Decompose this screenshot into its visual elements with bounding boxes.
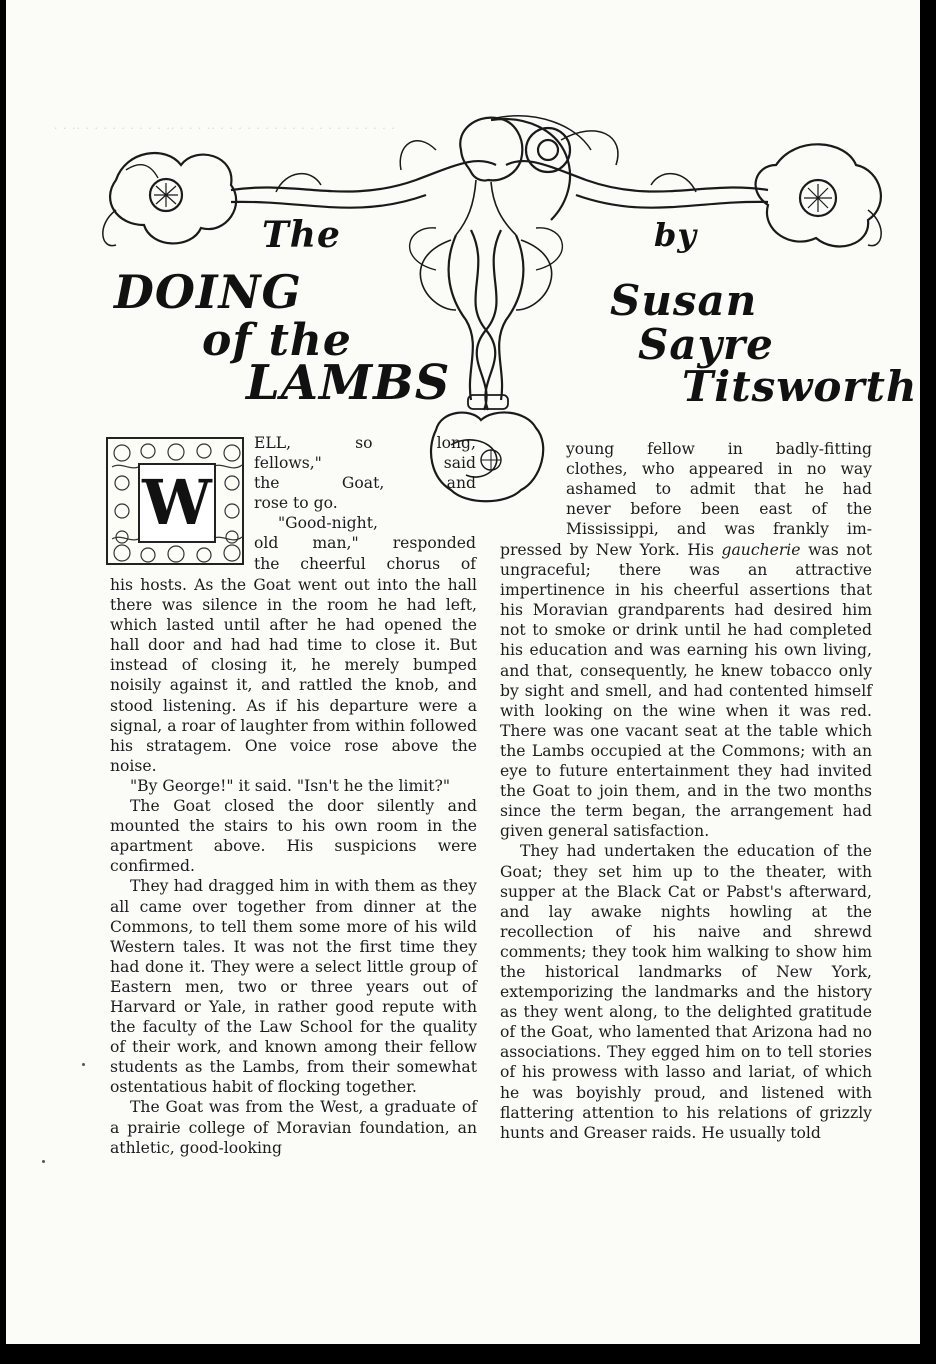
opening-line: ELL, so long, [254,434,476,452]
left-poppy-ornament [110,153,236,243]
opening-line: old man," responded [254,534,476,553]
right-opening-line: young fellow in badly-fitting [566,440,872,458]
right-opening-line: Mississippi, and was frankly im- [566,520,872,539]
left-column-opening [254,433,476,574]
ink-speck [42,1160,45,1163]
opening-line: the cheerful chorus of [254,554,476,573]
paragraph: The Goat closed the door silently and mounted the stairs to his own room in the apartment above. His suspicions were confirmed. [110,797,477,876]
title-lambs: LAMBS [246,355,451,411]
magazine-page [6,0,920,1344]
italic-word: gaucherie [721,541,801,559]
title-of-the: of the [202,315,352,366]
author-first-name: Susan [610,276,758,325]
paragraph: The Goat was from the West, a graduate of a prairie college of Moravian foundation, an athletic, good-looking [110,1098,477,1157]
decorated-dropcap [106,437,244,565]
paragraph-text: pressed by New York. His [500,541,722,559]
woman-profile-ornament [400,116,618,235]
title-the: The [262,214,341,256]
bleed-through-text: · · ·· · · · · · · · · · ·· · · · ·· · · · · · · · · · · · · · · · · · · · · [54,122,396,135]
author-middle-name: Sayre [638,320,774,369]
title-doing: DOING [114,265,302,319]
ink-speck [82,1063,85,1066]
right-opening-line: never before been east of the [566,500,872,519]
opening-line: the Goat, and [254,474,476,493]
paragraph [500,540,872,841]
paragraph: his hosts. As the Goat went out into the hall there was silence in the room he had left, which lasted until after he had opened the hall door and had had time to close it. But instead of closing it, he merely bumped noisily against it, and rattled the knob, and stood listening. As if his departure were a signal, a roar of laughter from within followed his stratagem. One voice rose above the noise. [110,576,477,775]
left-column-body [110,575,477,1158]
right-column-opening [566,439,872,539]
paragraph-text: was not ungraceful; there was an attractive impertinence in his cheerful assertions that his Moravian grandparents had desired him not to smoke or drink until he had completed his education and was earning his own living, and that, consequently, he knew tobacco only by sight and smell, and had contented himself with looking on the wine when it was red. There was one vacant seat at the table which the Lambs occupied at the Commons; with an eye to future entertainment they had invited the Goat to join them, and in the two months since the term began, the arrangement had given general satisfaction. [500,541,872,841]
right-opening-line: ashamed to admit that he had [566,480,872,499]
right-opening-line: clothes, who appeared in no way [566,460,872,479]
dropcap-letter: W [138,463,216,543]
opening-line: rose to go. [254,494,338,513]
byline: by [654,216,697,254]
paragraph: They had dragged him in with them as they all came over together from dinner at the Commons, to tell them some more of his wild Western tales. It was not the first time they had done it. They were a select little group of Eastern men, two or three years out of Harvard or Yale, in rather good repute with the faculty of the Law School for the quality of their work, and known among their fellow students as the Lambs, from their somewhat ostentatious habit of flocking together. [110,877,477,1097]
author-last-name: Titsworth [682,362,918,411]
paragraph: They had undertaken the education of the Goat; they set him up to the theater, with supper at the Black Cat or Pabst's afterward, and lay awake nights howling at the recollection of his naive and shrewd comments; they took him walking to show him the historical landmarks of New York, extemporizing the landmarks and the history as they went along, to the delighted gratitude of the Goat, who lamented that Arizona had no associations. They egged him on to tell stories of his prowess with lasso and lariat, of which he was boyishly proud, and listened with flattering attention to his relations of grizzly hunts and Greaser raids. He usually told [500,842,872,1142]
opening-line: fellows," said [254,454,476,473]
opening-line: "Good-night, [278,514,378,533]
right-column-body [500,540,872,1143]
paragraph: "By George!" it said. "Isn't he the limit?" [130,776,451,795]
right-poppy-ornament [756,144,881,246]
